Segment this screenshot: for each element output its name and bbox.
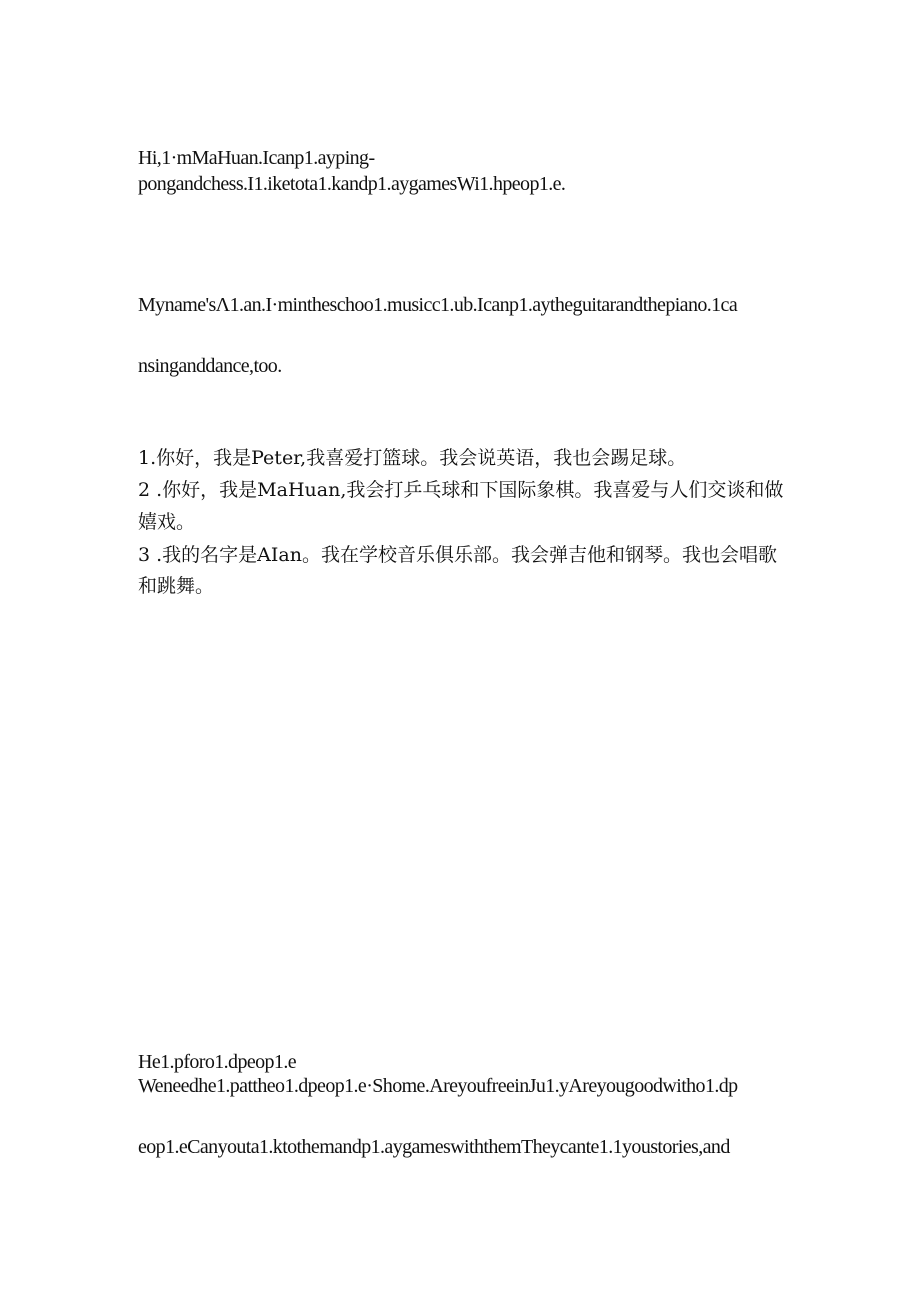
translation-line-1: 1.你好，我是Peter,我喜爱打篮球。我会说英语，我也会踢足球。 [138, 447, 687, 469]
translation-line-2: 2 .你好，我是MaHuan,我会打乒乓球和下国际象棋。我喜爱与人们交谈和做 [138, 479, 784, 501]
paragraph-1-line-2: pongandchess.I1.iketota1.kandp1.aygamesWi1.hpeop1.e. [138, 173, 566, 195]
paragraph-2-line-2: nsinganddance,too. [138, 355, 282, 377]
ad-title: He1.pforo1.dpeop1.e [138, 1051, 296, 1073]
paragraph-1-line-1: Hi,1·mMaHuan.Icanp1.ayping- [138, 147, 375, 169]
translation-line-4: 3 .我的名字是AIan。我在学校音乐俱乐部。我会弹吉他和钢琴。我也会唱歌 [138, 544, 777, 566]
paragraph-2-line-1: Myname'sΛ1.an.I·mintheschoo1.musicc1.ub.Icanp1.aytheguitarandthepiano.1ca [138, 294, 738, 316]
translation-line-3: 嬉戏。 [138, 511, 196, 533]
ad-line-1: Weneedhe1.pattheo1.dpeop1.e·Shome.AreyoufreeinJu1.yAreyougoodwitho1.dp [138, 1075, 738, 1097]
translation-line-5: 和跳舞。 [138, 575, 215, 597]
ad-line-2: eop1.eCanyouta1.ktothemandp1.aygameswiththemTheycante1.1youstories,and [138, 1136, 730, 1158]
